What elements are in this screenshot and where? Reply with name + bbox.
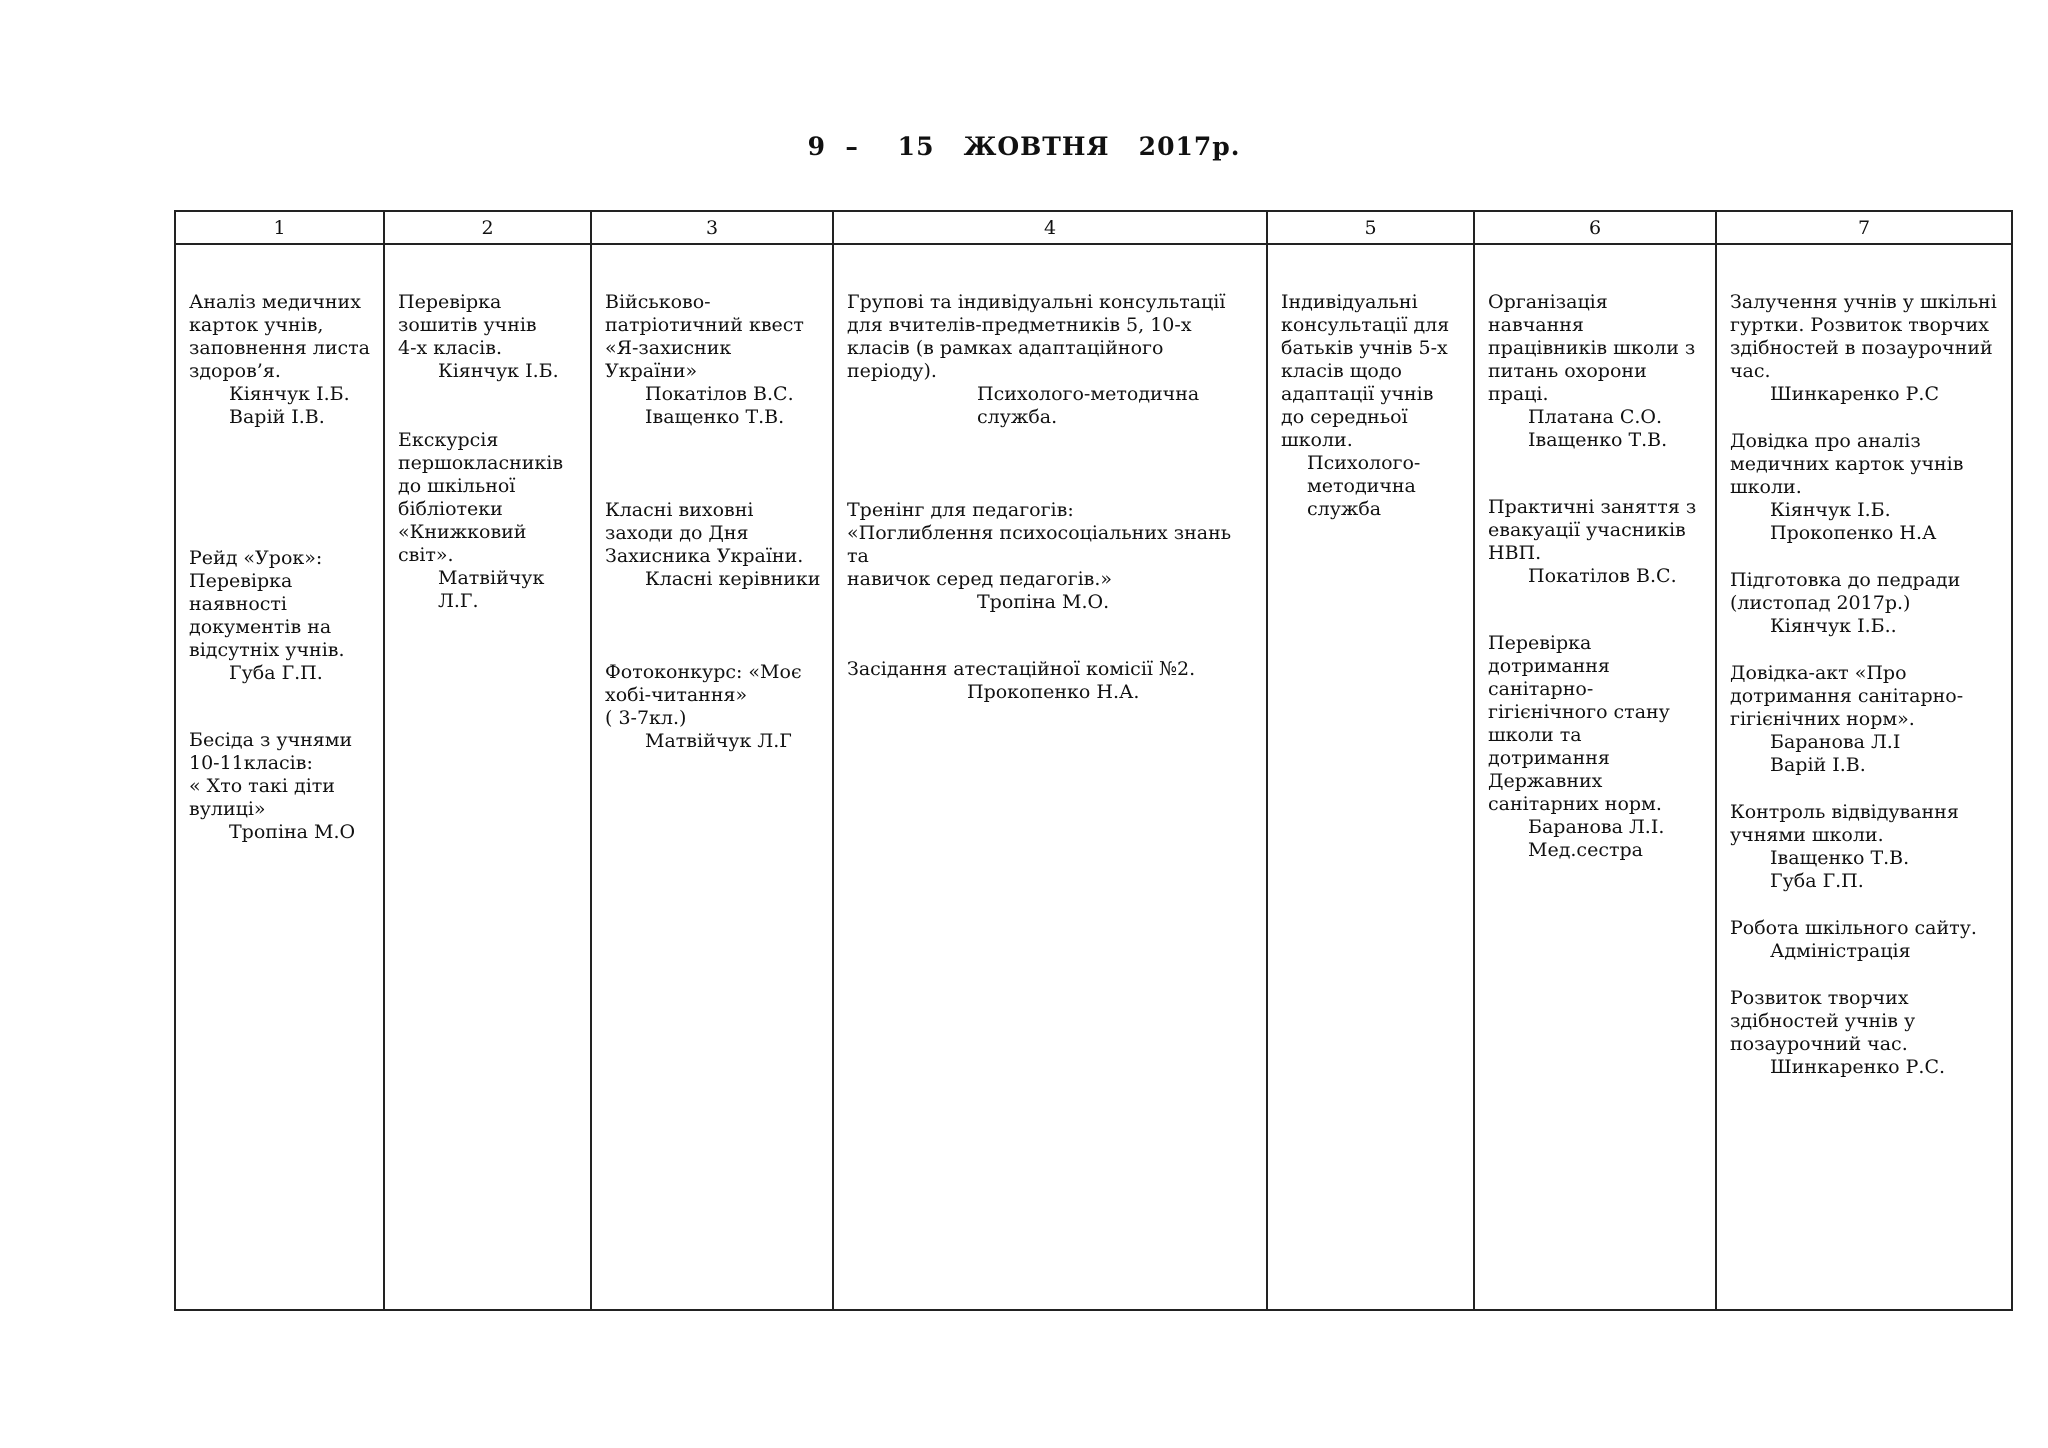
- entry-responsible: Іващенко Т.В. Губа Г.П.: [1770, 847, 1910, 892]
- entry-responsible: Адміністрація: [1770, 940, 1911, 962]
- entry-responsible: Шинкаренко Р.С.: [1770, 1056, 1946, 1078]
- plan-entry: [1488, 291, 1707, 452]
- plan-entry: [1730, 662, 2003, 777]
- entry-text: Робота шкільного сайту.: [1730, 917, 1977, 939]
- entry-responsible: Платана С.О. Іващенко Т.В.: [1528, 406, 1668, 451]
- entry-text: Залучення учнів у шкільні гуртки. Розвиток творчих здібностей в позаурочний час.: [1730, 291, 1997, 382]
- plan-entry: [398, 291, 582, 383]
- entry-text: Аналіз медичних карток учнів, заповнення листа здоров’я.: [189, 291, 370, 382]
- plan-entry: [1730, 987, 2003, 1079]
- entry-responsible: Кіянчук І.Б.: [438, 360, 559, 382]
- entry-text: Практичні заняття з евакуації учасників НВП.: [1488, 496, 1697, 564]
- entry-text: Перевірка дотримання санітарно- гігієнічного стану школи та дотримання Державних санітарних норм.: [1488, 632, 1670, 815]
- column-header: 7: [1716, 211, 2012, 244]
- entry-responsible: Кіянчук І.Б. Прокопенко Н.А: [1770, 499, 1937, 544]
- entry-text: Рейд «Урок»: Перевірка наявності документів на відсутніх учнів.: [189, 547, 345, 661]
- entry-responsible: Класні керівники: [645, 568, 821, 590]
- entry-responsible: Матвійчук Л.Г.: [438, 567, 545, 612]
- entry-text: Фотоконкурс: «Моє хобі-читання» ( 3-7кл.): [605, 661, 802, 729]
- plan-entry: [847, 499, 1258, 614]
- header-row: [175, 211, 2012, 244]
- entry-text: Класні виховні заходи до Дня Захисника України.: [605, 499, 804, 567]
- column-header: 6: [1474, 211, 1716, 244]
- plan-entry: [605, 291, 824, 429]
- entry-responsible: Губа Г.П.: [229, 662, 323, 684]
- table-cell: [384, 244, 591, 1310]
- entry-responsible: Шинкаренко Р.С: [1770, 383, 1939, 405]
- entry-text: Довідка-акт «Про дотримання санітарно- гігієнічних норм».: [1730, 662, 1964, 730]
- entry-text: Групові та індивідуальні консультації для вчителів-предметників 5, 10-х класів (в рамках адаптаційного періоду).: [847, 291, 1226, 382]
- entry-responsible: Кіянчук І.Б. Варій І.В.: [229, 383, 350, 428]
- plan-entry: [189, 547, 375, 685]
- column-header: 1: [175, 211, 384, 244]
- plan-entry: [1488, 496, 1707, 588]
- table-cell: [1267, 244, 1474, 1310]
- plan-entry: [1730, 430, 2003, 545]
- entry-responsible: Тропіна М.О.: [977, 591, 1110, 613]
- table-cell: [833, 244, 1267, 1310]
- entry-responsible: Кіянчук І.Б..: [1770, 615, 1897, 637]
- plan-entry: [847, 291, 1258, 429]
- plan-entry: [189, 729, 375, 844]
- entry-text: Довідка про аналіз медичних карток учнів школи.: [1730, 430, 1964, 498]
- entry-text: Перевірка зошитів учнів 4-х класів.: [398, 291, 537, 359]
- column-header: 3: [591, 211, 833, 244]
- plan-entry: [1730, 569, 2003, 638]
- column-header: 5: [1267, 211, 1474, 244]
- plan-entry: [1488, 632, 1707, 862]
- entry-text: Тренінг для педагогів: «Поглиблення психосоціальних знань та навичок серед педагогів.»: [847, 499, 1232, 590]
- entry-text: Засідання атестаційної комісії №2.: [847, 658, 1196, 680]
- entry-text: Індивідуальні консультації для батьків учнів 5-х класів щодо адаптації учнів до середньої школи.: [1281, 291, 1450, 451]
- plan-entry: [189, 291, 375, 429]
- plan-entry: [1730, 917, 2003, 963]
- table-cell: [175, 244, 384, 1310]
- table-cell: [1474, 244, 1716, 1310]
- entry-text: Екскурсія першокласників до шкільної бібліотеки «Книжковий світ».: [398, 429, 564, 566]
- plan-entry: [605, 499, 824, 591]
- entry-text: Військово- патріотичний квест «Я-захисник України»: [605, 291, 804, 382]
- plan-entry: [1730, 801, 2003, 893]
- entry-text: Контроль відвідування учнями школи.: [1730, 801, 1959, 846]
- entry-responsible: Баранова Л.І. Мед.сестра: [1528, 816, 1665, 861]
- plan-entry: [398, 429, 582, 613]
- column-header: 4: [833, 211, 1267, 244]
- entry-text: Бесіда з учнями 10-11класів: « Хто такі діти вулиці»: [189, 729, 353, 820]
- content-row: [175, 244, 2012, 1310]
- weekly-plan-table: [174, 210, 2013, 1311]
- table-cell: [1716, 244, 2012, 1310]
- entry-responsible: Прокопенко Н.А.: [967, 681, 1140, 703]
- entry-responsible: Матвійчук Л.Г: [645, 730, 792, 752]
- plan-entry: [847, 658, 1258, 704]
- plan-entry: [605, 661, 824, 753]
- entry-text: Організація навчання працівників школи з питань охорони праці.: [1488, 291, 1696, 405]
- plan-entry: [1730, 291, 2003, 406]
- page-title: 9 – 15 ЖОВТНЯ 2017р.: [807, 132, 1241, 161]
- entry-responsible: Покатілов В.С. Іващенко Т.В.: [645, 383, 794, 428]
- column-header: 2: [384, 211, 591, 244]
- entry-responsible: Покатілов В.С.: [1528, 565, 1677, 587]
- entry-responsible: Психолого-методична служба.: [977, 383, 1200, 428]
- plan-entry: [1281, 291, 1465, 521]
- entry-responsible: Баранова Л.І Варій І.В.: [1770, 731, 1901, 776]
- entry-responsible: Психолого- методична служба: [1307, 452, 1421, 520]
- entry-responsible: Тропіна М.О: [229, 821, 356, 843]
- table-cell: [591, 244, 833, 1310]
- entry-text: Підготовка до педради (листопад 2017р.): [1730, 569, 1961, 614]
- entry-text: Розвиток творчих здібностей учнів у позаурочний час.: [1730, 987, 1916, 1055]
